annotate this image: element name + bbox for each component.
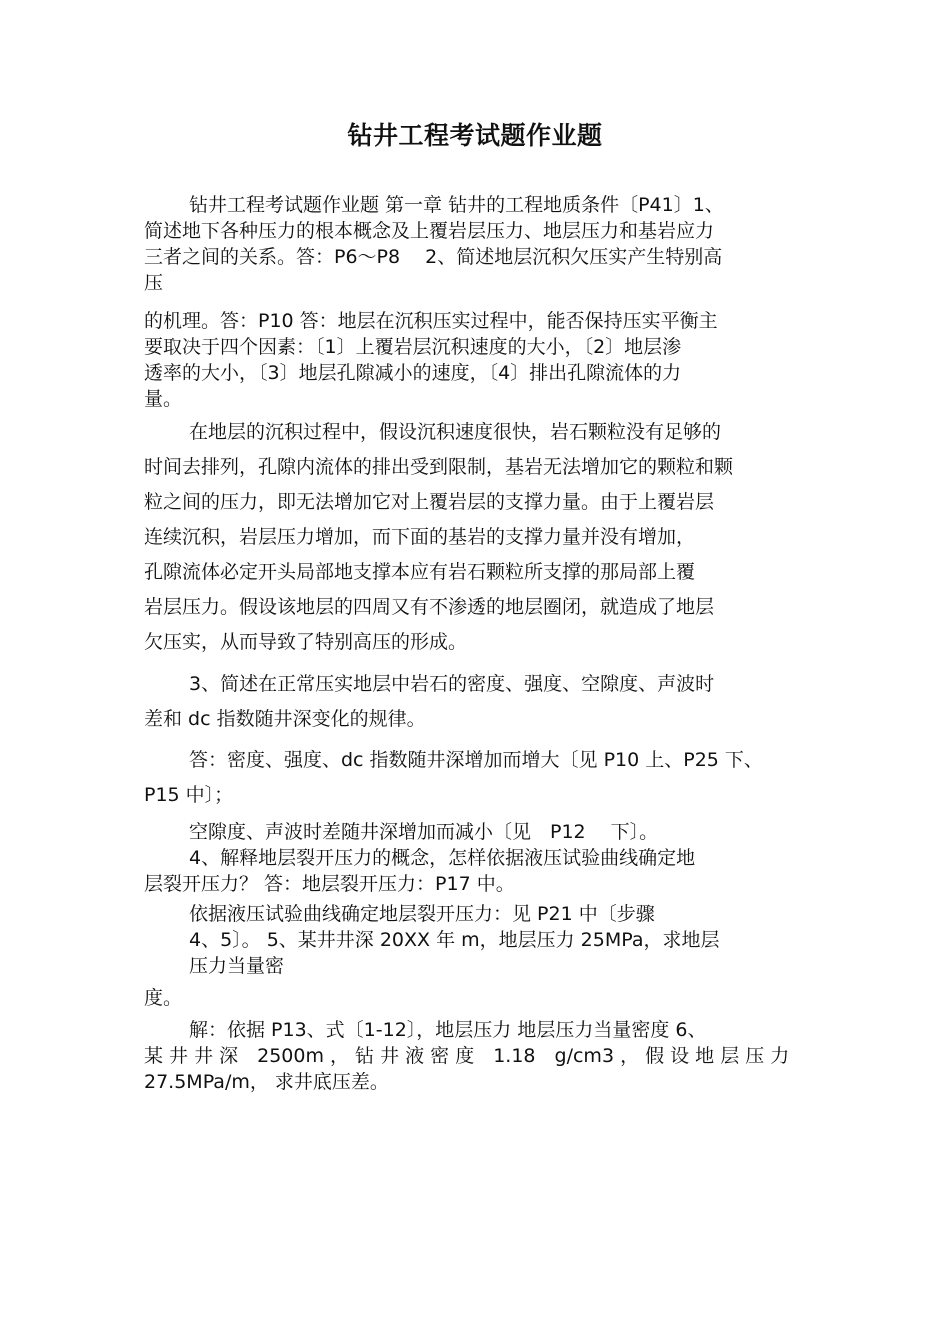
paragraph-2: [144, 308, 824, 412]
text-line: 差和 dc 指数随井深变化的规律。: [144, 708, 426, 730]
text-line: 三者之间的关系。答：P6～P8 2、简述地层沉积欠压实产生特别高: [144, 246, 723, 268]
text-line: 在地层的沉积过程中，假设沉积速度很快，岩石颗粒没有足够的: [189, 421, 722, 443]
text-line: 孔隙流体必定开头局部地支撑本应有岩石颗粒所支撑的那局部上覆: [144, 561, 696, 583]
text-line: 透率的大小，〔3〕地层孔隙减小的速度，〔4〕排出孔隙流体的力: [144, 362, 682, 384]
text-line: P15 中〕；: [144, 784, 234, 806]
text-line: 27.5MPa/m， 求井底压差。: [144, 1071, 389, 1093]
text-line: 时间去排列，孔隙内流体的排出受到限制，基岩无法增加它的颗粒和颗: [144, 456, 734, 478]
text-line: 压: [144, 272, 164, 294]
text-line: 3、简述在正常压实地层中岩石的密度、强度、空隙度、声波时: [189, 673, 715, 695]
text-line: 某 井 井 深 2500m ， 钻 井 液 密 度 1.18 g/cm3 ， 假 设 地 层 压 力: [144, 1045, 790, 1067]
text-line: 粒之间的压力，即无法增加它对上覆岩层的支撑力量。由于上覆岩层: [144, 491, 715, 513]
text-line: 压力当量密: [189, 955, 285, 977]
paragraph-7: [144, 845, 824, 897]
text-line: 空隙度、声波时差随井深增加而减小〔见 P12 下〕。: [189, 821, 659, 843]
text-line: 4、5〕。 5、某井井深 20XX 年 m，地层压力 25MPa，求地层: [189, 929, 720, 951]
paragraph-6: [144, 819, 824, 845]
text-line: 依据液压试验曲线确定地层裂开压力：见 P21 中〔步骤: [189, 903, 655, 925]
text-line: 答：密度、强度、dc 指数随井深增加而增大〔见 P10 上、P25 下、: [189, 749, 763, 771]
paragraph-1: [144, 192, 824, 296]
paragraph-8: [144, 901, 824, 979]
paragraph-10: [144, 1017, 824, 1095]
text-line: 层裂开压力？ 答：地层裂开压力：P17 中。: [144, 873, 515, 895]
paragraph-9: [144, 985, 824, 1011]
paragraph-4: [144, 667, 824, 737]
document-body: [144, 192, 824, 1095]
text-line: 岩层压力。假设该地层的四周又有不渗透的地层圈闭，就造成了地层: [144, 596, 715, 618]
text-line: 连续沉积，岩层压力增加，而下面的基岩的支撑力量并没有增加，: [144, 526, 696, 548]
text-line: 4、解释地层裂开压力的概念，怎样依据液压试验曲线确定地: [189, 847, 696, 869]
text-line: 解：依据 P13、式〔1-12〕，地层压力 地层压力当量密度 6、: [189, 1019, 707, 1041]
text-line: 要取决于四个因素：〔1〕上覆岩层沉积速度的大小，〔2〕地层渗: [144, 336, 682, 358]
paragraph-5: [144, 743, 824, 813]
text-line: 的机理。答：P10 答：地层在沉积压实过程中，能否保持压实平衡主: [144, 310, 718, 332]
document-title: 钻井工程考试题作业题: [347, 121, 603, 150]
text-line: 欠压实，从而导致了特别高压的形成。: [144, 631, 468, 653]
text-line: 简述地下各种压力的根本概念及上覆岩层压力、地层压力和基岩应力: [144, 220, 715, 242]
text-line: 度。: [144, 987, 183, 1009]
text-line: 量。: [144, 388, 183, 410]
paragraph-3: [144, 415, 824, 660]
text-line: 钻井工程考试题作业题 第一章 钻井的工程地质条件〔P41〕1、: [189, 194, 724, 216]
